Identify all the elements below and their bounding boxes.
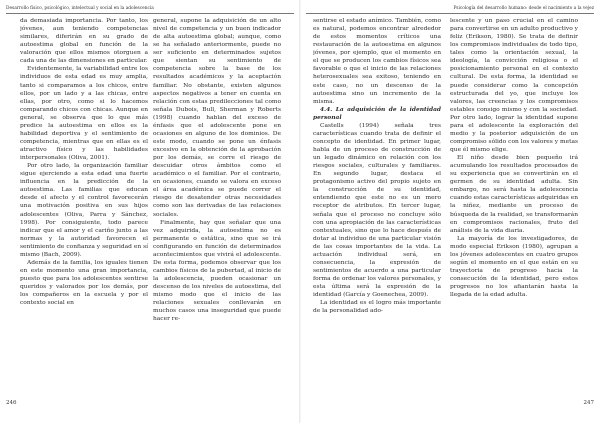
running-head-right: Psicología del desarrollo humano: desde el nacimiento a la vejez — [453, 6, 594, 11]
paragraph: Además de la familia, los iguales tienen en este momento una gran importancia, puesto que para los adolescentes sentirse queridos y valorados por los demás, por los compañeros en la escuela y por el contexto social en — [20, 259, 148, 307]
paragraph: La mayoría de los investigadores, de modo especial Erikson (1980), agrupan a los jóvenes adolescentes en cuatro grupos según el momento en el que están en su trayectoria de progreso hacia la consecución de la identidad, pero estos progresos no los afiantarán hasta la llegada de la edad adulta. — [450, 235, 578, 299]
paragraph: lescente y un paso crucial en el camino para convertirse en un adulto productivo y feliz (Erikson, 1980). Se trata de definir los compromisos individuales de todo tipo, tales como la orientación sexual, la ideología, la convicción religiosa o el posicionamiento personal en el contexto cultural. De esta forma, la identidad se puede considerar como la concepción estructurada del yo, que incluye los valores, las creencias y los compromisos estables consigo mismo y con la sociedad. Por otro lado, lograr la identidad supone para el adolescente la exploración del medio y la posterior adquisición de un compromiso sólido con los valores y metas que él mismo elige. — [450, 18, 578, 153]
right-page — [300, 0, 600, 423]
paragraph: La identidad es el logro más importante de la personalidad ado- — [313, 300, 441, 315]
paragraph: Finalmente, hay que señalar que una vez adquirida, la autoestima no es permanente o estática, sino que se irá configurando en función de determinados acontecimientos que vivirá el adolescente. De esta forma, podemos observar que los cambios físicos de la pubertad, al inicio de la adolescencia, pueden ocasionar un descenso de los niveles de autoestima, del mismo modo que el inicio de las relaciones sexuales conllevarán en muchos casos una inseguridad que puede hacer re- — [153, 219, 281, 323]
paragraph: Evidentemente, la variabilidad entre los individuos de esta edad es muy amplia, tanto si comparamos a los chicos, entre ellos, por un lado y a las chicas, entre ellas, por otro, como si lo hacemos comparando chicos con chicas. Aunque en general, se observa que lo que más predice la autoestima en ellos es la habilidad deportiva y el sentimiento de competencia, mientras que en ellas es el atractivo físico y las habilidades interpersonales (Oliva, 2001). — [20, 66, 148, 162]
paragraph: da demasiada importancia. Por tanto, los jóvenes, aun teniendo competencias similares, diferirán en su grado de autoestima global en función de la valoración que ellos mismos otorguen a cada una de las dimensiones en particular. — [20, 18, 148, 65]
left-page-column-2 — [153, 17, 281, 387]
paragraph: El niño desde bien pequeño irá acumulando los resultados procesados de su experiencia que se convertirán en el germen de su identidad adulta. Sin embargo, no será hasta la adolescencia cuando estas características adquiridas en la niñez, mediante un proceso de búsqueda de la realidad, se transformarán en compromisos racionales, fruto del análisis de la vida diaria. — [450, 155, 578, 234]
right-page-column-1 — [313, 17, 441, 387]
paragraph: Por otro lado, la organización familiar sigue ejerciendo a esta edad una fuerte influencia en la predicción de la autoestima. Las familias que educan desde el afecto y el control favorecerán una motivación positiva en sus hijos adolescentes (Oliva, Parra y Sánchez, 1998). Por consiguiente, todo parece indicar que el amor y el cariño junto a las normas y la autoridad favorecen el sentimiento de confianza y seguridad en sí mismo (Bach, 2009). — [20, 163, 148, 258]
paragraph: Castells (1994) señala tres características cuando trata de definir el concepto de identidad. En primer lugar, habla de un proceso de construcción de un legado dinámico en relación con los riesgos sociales, culturales y familiares. En segundo lugar, destaca el protagonismo activo del propio sujeto en la construcción de su identidad, entendiendo que este no es un mero receptor de atributos. En tercer lugar, señala que el proceso no concluye sólo con una apropiación de las características contextuales, sino que lo hace después de dotar al individuo de una particular visión de las cosas importantes de la vida. La actuación individual será, en consecuencia, la expresión de sentimientos de acuerdo a una particular forma de ordenar los valores personales, y esta última será la expresión de la identidad (García y Goenechea, 2009). — [313, 122, 441, 299]
section-heading: 4.4. La adquisición de la identidad personal — [313, 105, 441, 121]
paragraph: general, supone la adquisición de un alto nivel de competencia y un buen indicador de alta autoestima global; aunque, como se ha señalado anteriormente, puede no ser suficiente en determinados sujetos que sientan su sentimiento de competencia sobre la base de los resultados académicos y la aceptación familiar. No obstante, existen algunos aspectos negativos a tener en cuenta en relación con estas predilecciones tal como señala Dubois, Bull, Sherman y Roberts (1998) cuando hablan del exceso de énfasis que el adolescente pone en ocasiones en alguno de los dominios. De este modo, cuando se pone un énfasis excesivo en la obtención de la aprobación por los demás, se corre el riesgo de descuidar otros ámbitos como el académico o el familiar. Por el contrario, en ocasiones, cuando se valora en exceso el área académica se puede correr el riesgo de desatender otras necesidades como son las derivadas de las relaciones sociales. — [153, 18, 281, 218]
left-page-column-1 — [20, 17, 148, 387]
header-rule-left — [6, 13, 294, 14]
page-number-left: 246 — [6, 400, 17, 406]
page-number-right: 247 — [583, 400, 594, 406]
right-page-column-2 — [450, 17, 578, 387]
paragraph: sentirse el estado anímico. También, como es natural, podemos encontrar alrededor de estos momentos críticos una restauración de la autoestima en algunos jóvenes, por ejemplo, que el momento en el que se producen los cambios físicos sea favorable o que el inicio de las relaciones heterosexuales sea exitoso, teniendo en este caso, no un descenso de la autoestima sino un incremento de la misma. — [313, 18, 441, 105]
running-head-left: Desarrollo físico, psicológico, intelectual y social en la adolescencia — [6, 6, 154, 11]
header-rule-right — [306, 13, 594, 14]
